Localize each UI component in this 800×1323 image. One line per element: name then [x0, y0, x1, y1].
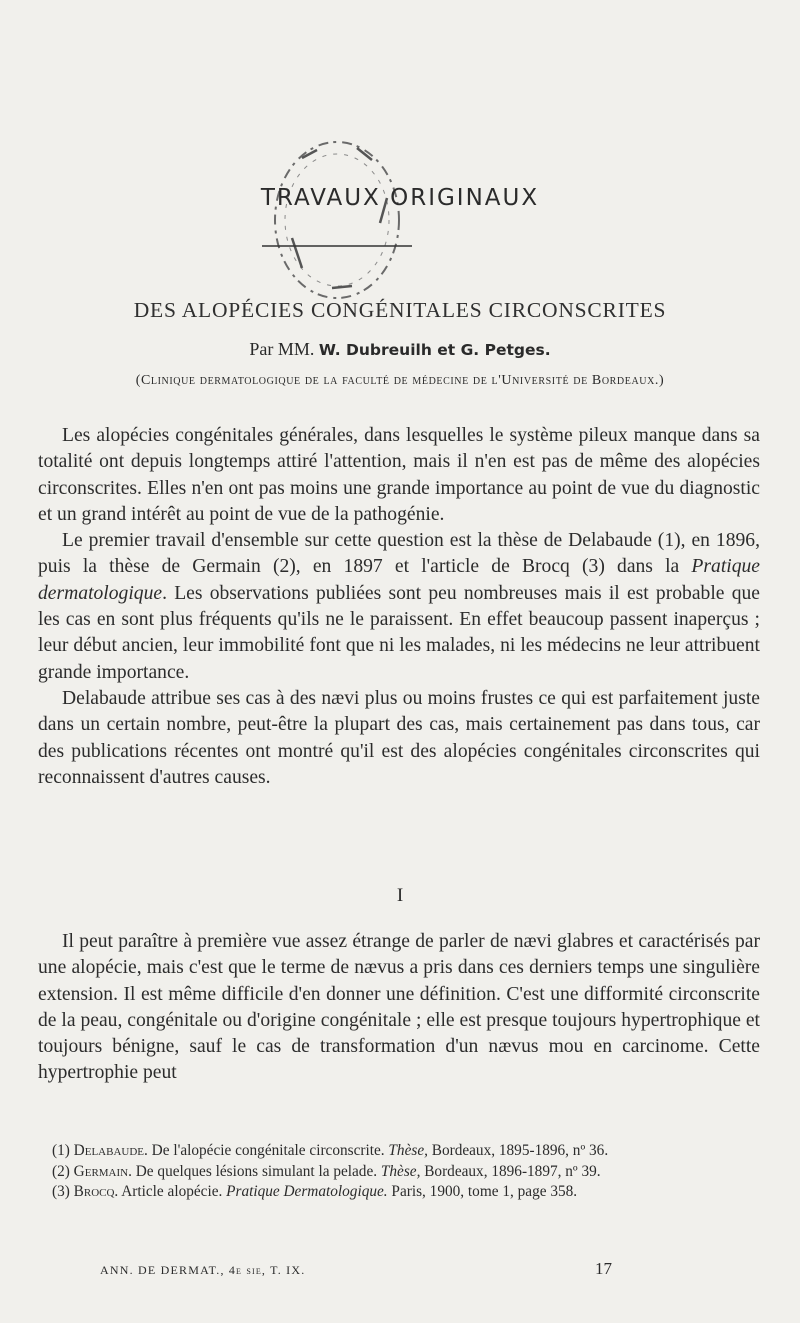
footnote	[38, 1141, 760, 1162]
paragraph	[38, 528, 760, 686]
footnote-italic: Pratique Dermatologique.	[226, 1183, 388, 1200]
paragraph-italic: Pratique dermatologique	[38, 556, 760, 604]
intro-text	[38, 423, 760, 791]
paragraph-text: Le premier travail d'ensemble sur cette question est la thèse de Delabaude (1), en 1896, puis la thèse de Germain (2), en 1897 et l'article de Brocq (3) dans la	[38, 530, 760, 578]
affiliation: (Clinique dermatologique de la faculté de médecine de l'Université de Bordeaux.)	[135, 373, 665, 388]
byline-prefix: Par MM.	[249, 339, 319, 359]
footnote-number: (3)	[52, 1183, 74, 1200]
footnote-author: Brocq.	[73, 1183, 119, 1200]
footnote-italic: Thèse,	[380, 1162, 421, 1180]
footnote-text: Article alopécie.	[118, 1183, 227, 1200]
byline	[0, 339, 800, 360]
footnote-text: Bordeaux, 1896-1897, nº 39.	[420, 1162, 601, 1180]
article-title: DES ALOPÉCIES CONGÉNITALES CIRCONSCRITES	[133, 298, 667, 322]
paragraph: Il peut paraître à première vue assez étrange de parler de nævi glabres et caractérisés par une alopécie, mais c'est que le terme de nævus a pris dans ces derniers temps une singulière extension. Il est même difficile d'en donner une définition. C'est une difformité circonscrite de la peau, congénitale ou d'origine congénitale ; elle est presque toujours hypertrophique et toujours bénigne, sauf le cas de transformation d'un nævus mou en carcinome. Cette hypertrophie peut	[38, 931, 760, 1084]
footnote	[38, 1162, 760, 1183]
footnote-text: Bordeaux, 1895-1896, nº 36.	[427, 1142, 609, 1159]
footnote-text: De l'alopécie congénitale circonscrite.	[147, 1142, 389, 1159]
footnote-number: (2)	[52, 1162, 74, 1180]
section-numeral: I	[396, 885, 404, 906]
footnote-text: Paris, 1900, tome 1, page 358.	[387, 1183, 578, 1200]
footnote-author: Germain.	[73, 1162, 132, 1180]
section-heading: TRAVAUX ORIGINAUX	[260, 185, 540, 211]
paragraph: Les alopécies congénitales générales, dans lesquelles le système pileux manque dans sa totalité ont depuis longtemps attiré l'attention, mais il n'en est pas de même des alopécies circonscrites. Elles n'en ont pas moins une grande importance au point de vue du diagnostic et un grand intérêt au point de vue de la pathogénie.	[38, 425, 760, 525]
footnote-number: (1)	[52, 1142, 74, 1159]
paragraph-text: . Les observations publiées sont peu nombreuses mais il est probable que les cas en sont plus fréquents qu'ils ne le paraissent. En effet beaucoup passent inaperçus ; leur début ancien, leur immobilité font que ni les malades, ni les médecins ne leur attribuent grande importance.	[38, 582, 760, 683]
running-footer: ANN. DE DERMAT., 4e sie, T. IX.	[100, 1263, 306, 1277]
page-number: 17	[595, 1259, 612, 1278]
footnote	[38, 1182, 760, 1203]
section-text	[38, 929, 760, 1087]
footnote-text: De quelques lésions simulant la pelade.	[131, 1162, 381, 1180]
paragraph: Delabaude attribue ses cas à des nævi plus ou moins frustes ce qui est parfaitement juste dans un certain nombre, peut-être la plupart des cas, mais certainement pas dans tous, car des publications récentes ont montré qu'il est des alopécies congénitales circonscrites qui reconnaissent d'autres causes.	[38, 687, 760, 788]
footnote-italic: Thèse,	[388, 1142, 428, 1159]
footnotes	[38, 1141, 760, 1203]
footnote-author: Delabaude.	[73, 1142, 148, 1159]
library-stamp-icon	[262, 128, 412, 308]
author-names: W. Dubreuilh et G. Petges.	[318, 341, 551, 359]
